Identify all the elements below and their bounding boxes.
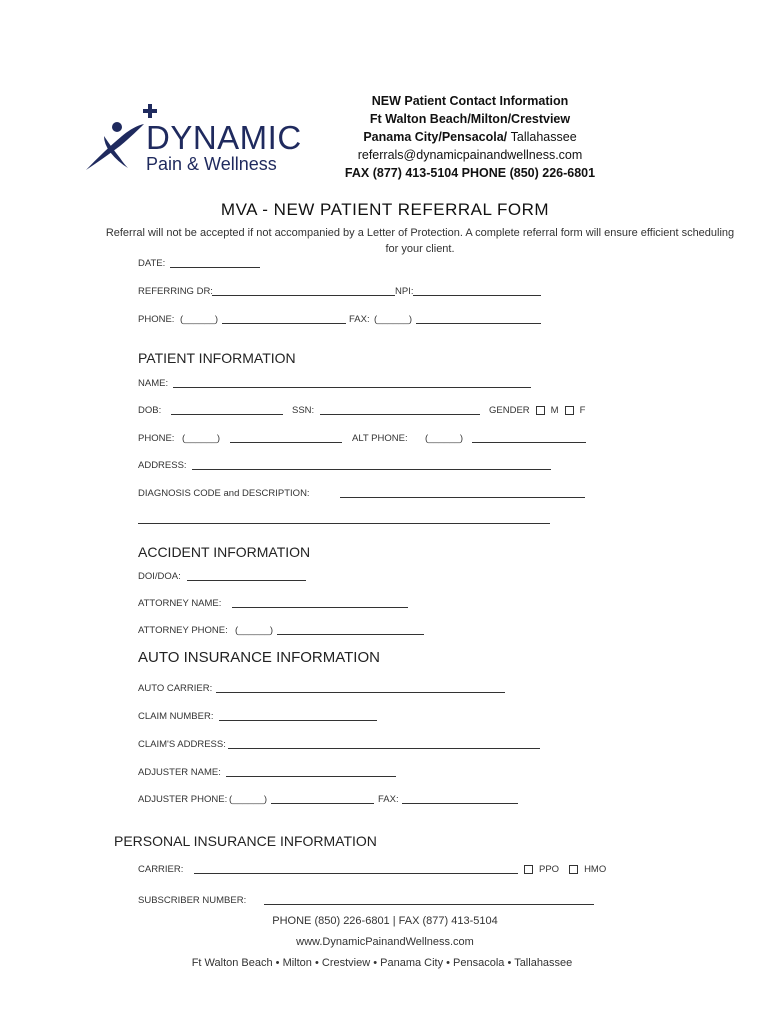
- footer-phone-fax: PHONE (850) 226-6801 | FAX (877) 413-5104: [272, 915, 498, 927]
- adjuster-fax-label: FAX:: [378, 794, 399, 805]
- claims-address-label: CLAIM'S ADDRESS:: [138, 739, 226, 750]
- ssn-label: SSN:: [292, 405, 315, 416]
- personal-heading: PERSONAL INSURANCE INFORMATION: [114, 833, 377, 849]
- carrier-field[interactable]: [194, 873, 518, 874]
- gender-label: GENDER: [489, 405, 530, 417]
- patient-heading: PATIENT INFORMATION: [138, 350, 296, 366]
- adjuster-phone-label: ADJUSTER PHONE:: [138, 794, 228, 805]
- patient-phone-label: PHONE:: [138, 433, 175, 444]
- dob-label: DOB:: [138, 405, 162, 416]
- footer-locations: Ft Walton Beach • Milton • Crestview • Panama City • Pensacola • Tallahassee: [191, 957, 573, 969]
- hmo-checkbox[interactable]: [569, 865, 578, 874]
- attorney-name-field[interactable]: [232, 607, 408, 608]
- adjuster-phone-field[interactable]: [271, 803, 374, 804]
- address-field[interactable]: [192, 469, 551, 470]
- claim-number-field[interactable]: [219, 720, 377, 721]
- logo-tagline: Pain & Wellness: [146, 154, 277, 174]
- gender-m-checkbox[interactable]: [536, 406, 545, 415]
- referring-dr-label: REFERRING DR:: [138, 286, 213, 297]
- doi-field[interactable]: [187, 580, 306, 581]
- carrier-label: CARRIER:: [138, 864, 184, 875]
- name-field[interactable]: [173, 387, 531, 388]
- contact-line: Panama City/Pensacola/ Tallahassee: [363, 130, 577, 144]
- alt-phone-field[interactable]: [472, 442, 586, 443]
- attorney-name-label: ATTORNEY NAME:: [138, 598, 222, 609]
- referrer-fax-field[interactable]: [416, 323, 541, 324]
- doi-label: DOI/DOA:: [138, 571, 181, 582]
- referrer-fax-area[interactable]: (______): [374, 314, 413, 325]
- npi-label: NPI:: [395, 286, 414, 297]
- gender-f-label: F: [579, 405, 586, 417]
- logo-wordmark: DYNAMIC: [146, 119, 302, 156]
- accident-heading: ACCIDENT INFORMATION: [138, 544, 311, 560]
- diagnosis-field[interactable]: [340, 497, 585, 498]
- patient-phone-area[interactable]: (______): [182, 433, 221, 444]
- date-field[interactable]: [170, 267, 260, 268]
- diagnosis-field-line-2[interactable]: [138, 523, 550, 524]
- contact-email: referrals@dynamicpainandwellness.com: [357, 148, 583, 162]
- referring-dr-field[interactable]: [212, 295, 395, 296]
- diagnosis-label: DIAGNOSIS CODE and DESCRIPTION:: [138, 488, 310, 499]
- alt-phone-area[interactable]: (______): [425, 433, 464, 444]
- auto-carrier-field[interactable]: [216, 692, 505, 693]
- hmo-label: HMO: [584, 864, 607, 876]
- gender-m-label: M: [550, 405, 559, 417]
- subscriber-field[interactable]: [264, 904, 594, 905]
- disclaimer: Referral will not be accepted if not accompanied by a Letter of Protection. A complete referral form will ensure efficient scheduling for your client.: [105, 227, 735, 255]
- date-label: DATE:: [138, 258, 166, 269]
- claim-number-label: CLAIM NUMBER:: [138, 711, 214, 722]
- referrer-phone-area[interactable]: (______): [180, 314, 219, 325]
- contact-line: NEW Patient Contact Information: [371, 94, 569, 108]
- gender-group: [489, 406, 585, 416]
- ppo-label: PPO: [539, 864, 560, 876]
- name-label: NAME:: [138, 378, 169, 389]
- attorney-phone-label: ATTORNEY PHONE:: [138, 625, 228, 636]
- alt-phone-label: ALT PHONE:: [352, 433, 408, 444]
- claims-address-field[interactable]: [228, 748, 540, 749]
- auto-heading: AUTO INSURANCE INFORMATION: [138, 649, 380, 666]
- attorney-phone-field[interactable]: [277, 634, 424, 635]
- contact-line: FAX (877) 413-5104 PHONE (850) 226-6801: [344, 166, 596, 180]
- patient-phone-field[interactable]: [230, 442, 342, 443]
- npi-field[interactable]: [413, 295, 541, 296]
- auto-carrier-label: AUTO CARRIER:: [138, 683, 213, 694]
- address-label: ADDRESS:: [138, 460, 187, 471]
- adjuster-name-field[interactable]: [226, 776, 396, 777]
- plan-type-group: [524, 865, 606, 875]
- contact-line: Ft Walton Beach/Milton/Crestview: [369, 112, 571, 126]
- contact-info: [330, 92, 610, 182]
- ppo-checkbox[interactable]: [524, 865, 533, 874]
- adjuster-fax-field[interactable]: [402, 803, 518, 804]
- referrer-fax-label: FAX:: [349, 314, 370, 325]
- referrer-phone-field[interactable]: [222, 323, 346, 324]
- referrer-phone-label: PHONE:: [138, 314, 175, 325]
- form-title: MVA - NEW PATIENT REFERRAL FORM: [220, 200, 550, 219]
- ssn-field[interactable]: [320, 414, 480, 415]
- attorney-phone-area[interactable]: (______): [235, 625, 274, 636]
- gender-f-checkbox[interactable]: [565, 406, 574, 415]
- adjuster-phone-area[interactable]: (______): [229, 794, 268, 805]
- dob-field[interactable]: [171, 414, 283, 415]
- footer-website[interactable]: www.DynamicPainandWellness.com: [296, 936, 474, 948]
- subscriber-label: SUBSCRIBER NUMBER:: [138, 895, 247, 906]
- adjuster-name-label: ADJUSTER NAME:: [138, 767, 221, 778]
